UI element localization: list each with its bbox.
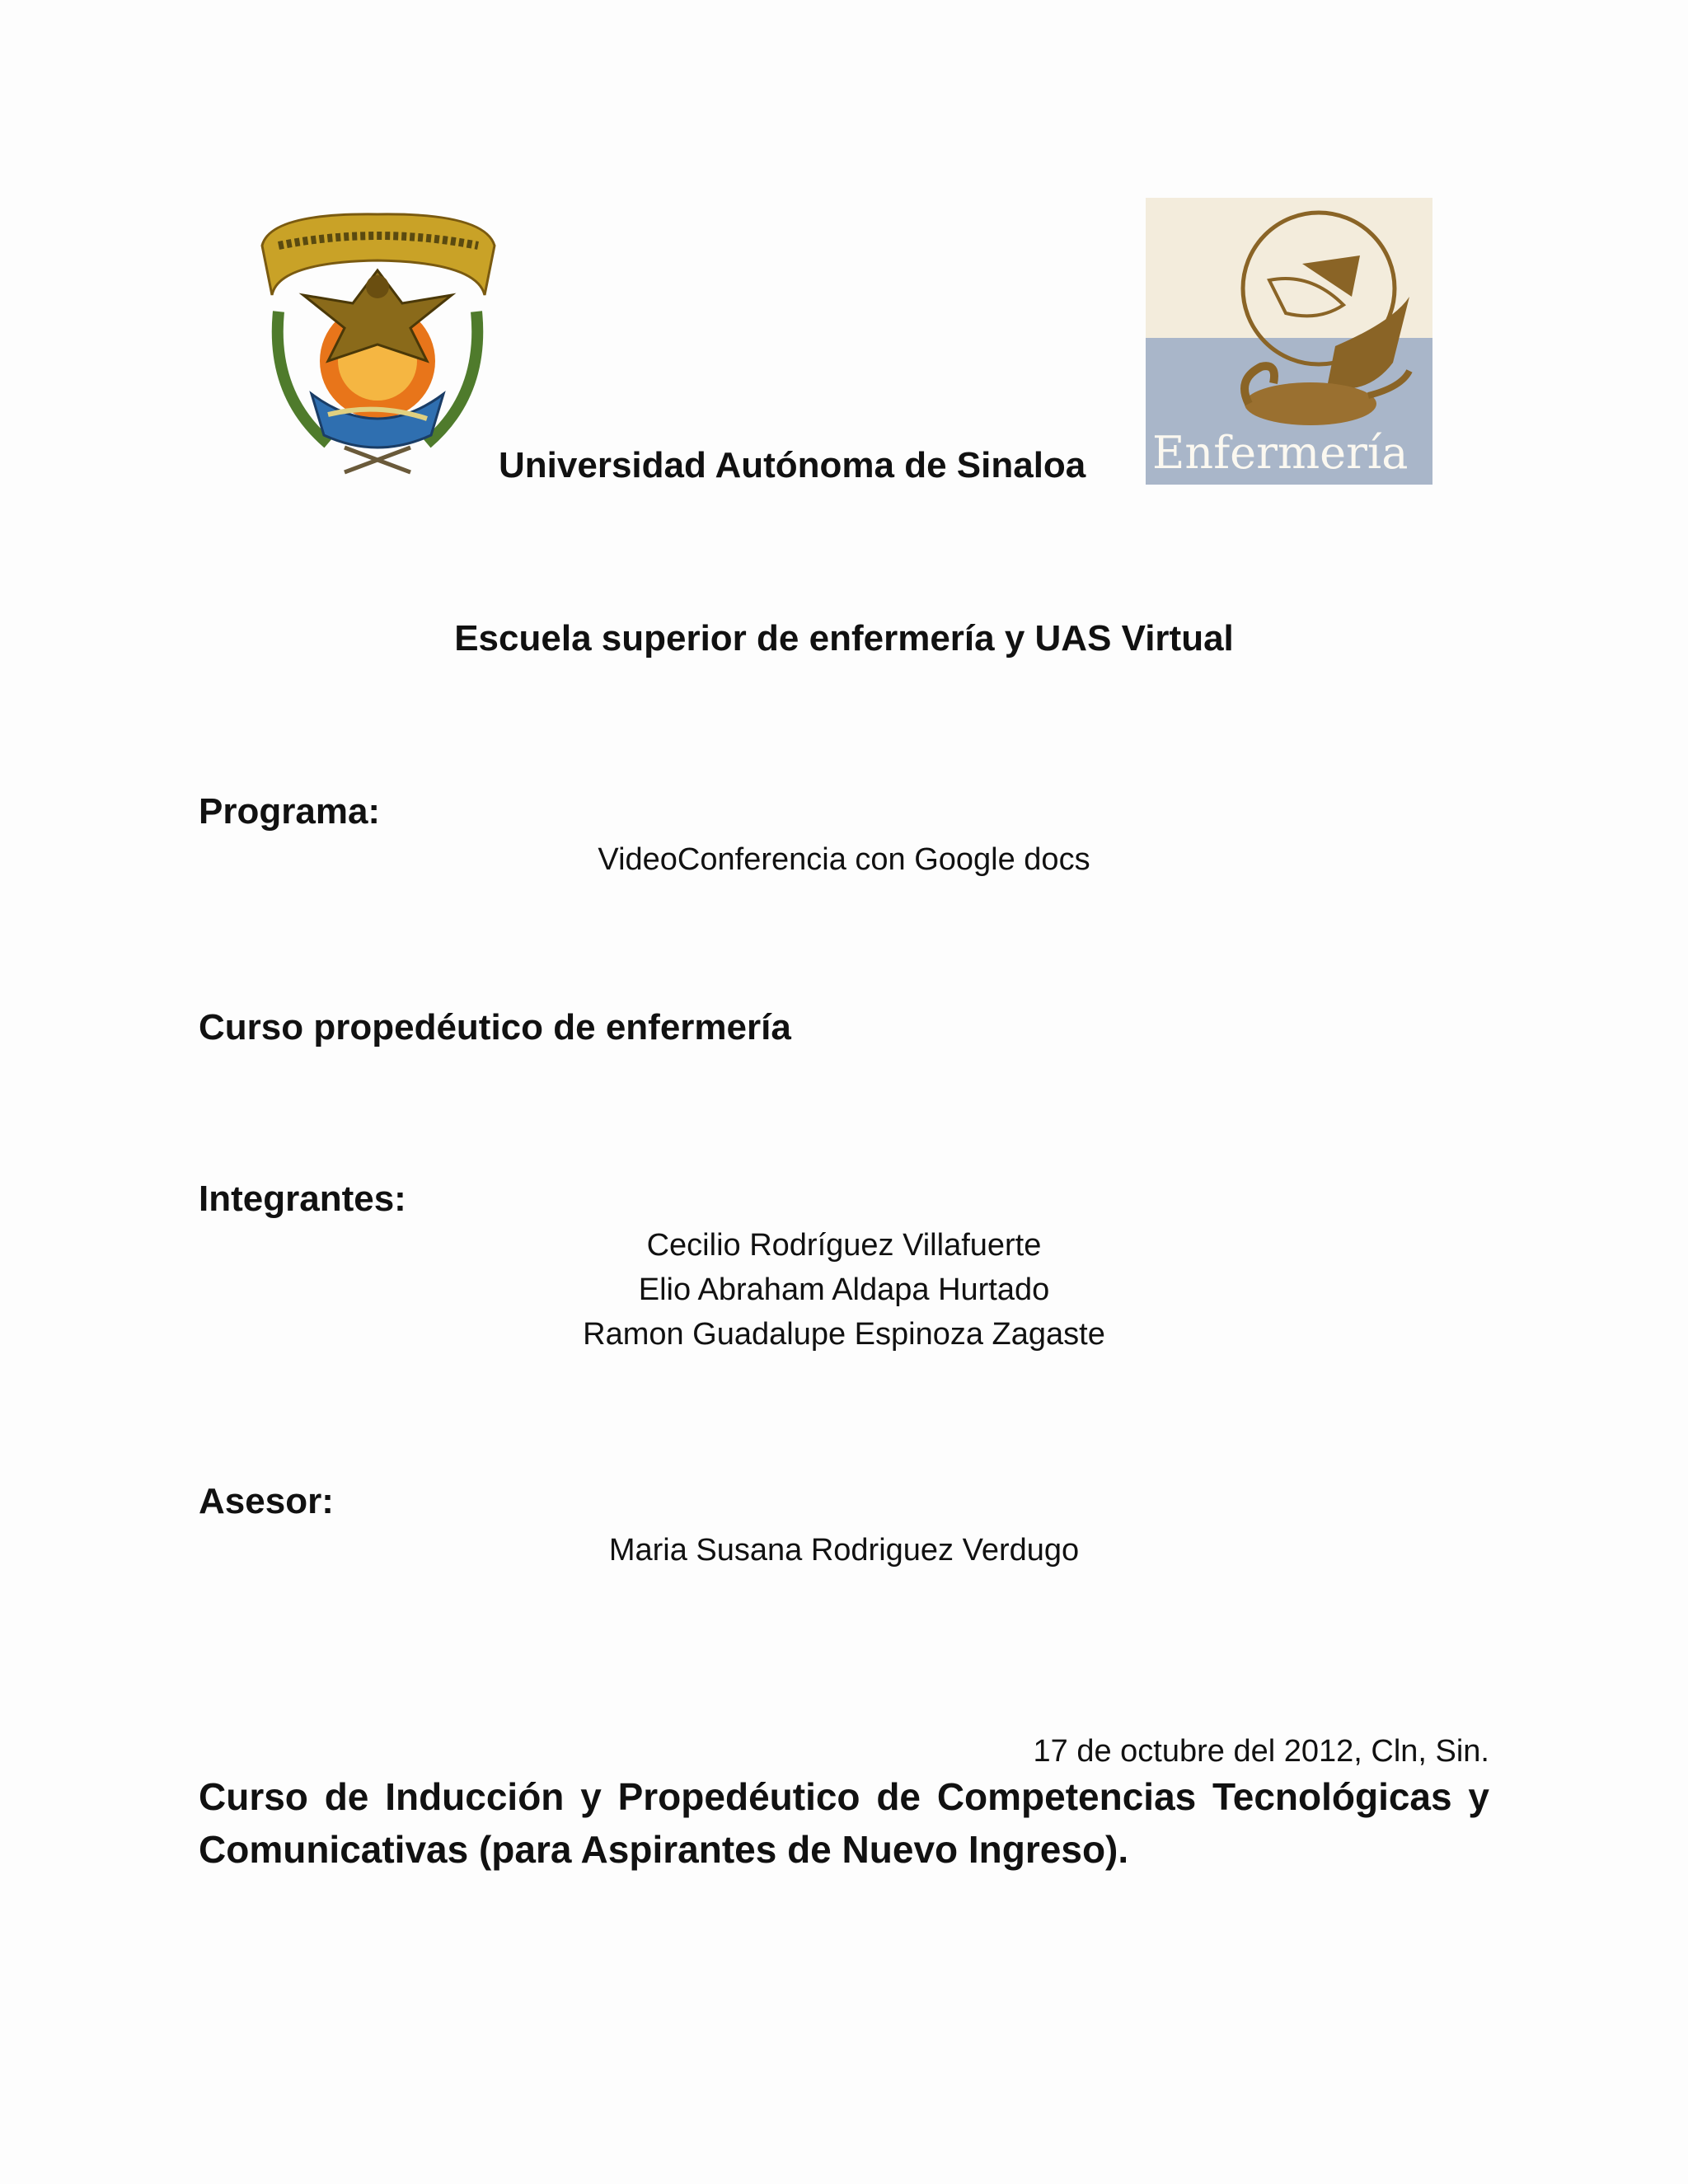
uas-crest-icon	[254, 196, 501, 476]
asesor-value: Maria Susana Rodriguez Verdugo	[608, 1533, 1080, 1568]
integrantes-label: Integrantes:	[199, 1179, 406, 1219]
date-line: 17 de octubre del 2012, Cln, Sin.	[1033, 1734, 1489, 1769]
uas-logo	[254, 196, 501, 476]
asesor-label: Asesor:	[199, 1481, 334, 1521]
school-title: Escuela superior de enfermería y UAS Virtual	[454, 618, 1234, 658]
closing-paragraph: Curso de Inducción y Propedéutico de Competencias Tecnológicas y Comunicativas (para Aspirantes de Nuevo Ingreso).	[199, 1775, 1489, 1871]
curso-title: Curso propedéutico de enfermería	[199, 1007, 791, 1047]
university-title: Universidad Autónoma de Sinaloa	[499, 445, 1086, 485]
enfermeria-logo	[1146, 198, 1432, 485]
logo-text: Enfermería	[1152, 427, 1409, 479]
programa-label: Programa:	[199, 791, 381, 832]
programa-value: VideoConferencia con Google docs	[598, 842, 1090, 877]
member-name: Cecilio Rodríguez Villafuerte	[646, 1228, 1042, 1263]
member-name: Elio Abraham Aldapa Hurtado	[638, 1272, 1050, 1307]
member-name: Ramon Guadalupe Espinoza Zagaste	[583, 1317, 1105, 1352]
